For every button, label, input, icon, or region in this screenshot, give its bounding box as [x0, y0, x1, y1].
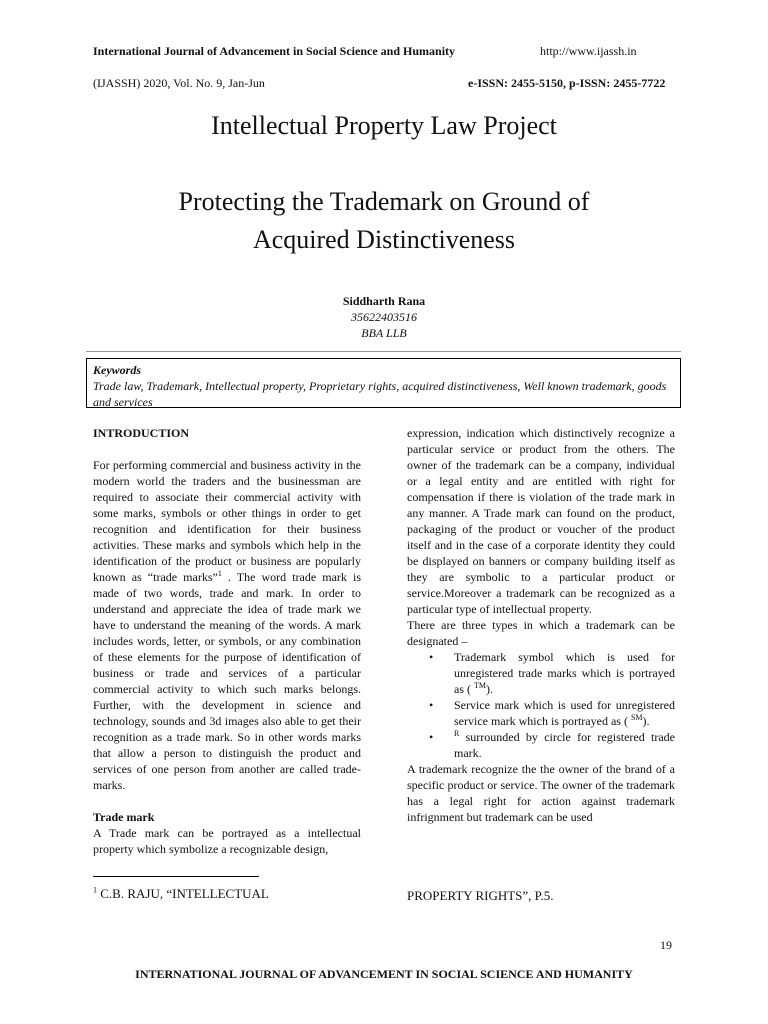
footnote-left: $^1$ C.B. RAJU, “INTELLECTUAL [93, 885, 269, 901]
author-name: Siddharth Rana [342, 294, 426, 308]
page-footer: INTERNATIONAL JOURNAL OF ADVANCEMENT IN SOCIAL SCIENCE AND HUMANITY [135, 967, 633, 981]
issn-info: e-ISSN: 2455-5150, p-ISSN: 2455-7722 [468, 76, 666, 90]
left-column [93, 425, 361, 857]
footnote-ref[interactable]: 1 [217, 569, 222, 578]
keywords-box [86, 358, 681, 408]
journal-name: International Journal of Advancement in Social Science and Humanity [93, 44, 456, 58]
author-id: 35622403516 [351, 310, 417, 324]
list-item: • Trademark symbol which is used for unregistered trade marks which is portrayed as ( ™). [407, 649, 675, 697]
paper-subtitle-line1: Protecting the Trademark on Ground of [178, 187, 590, 216]
list-item: • $^R$ surrounded by circle for registered trade mark. [407, 729, 675, 761]
page-number: 19 [660, 938, 672, 952]
keywords-text: Trade law, Trademark, Intellectual property, Proprietary rights, acquired distinctiveness, Well known trademark, goods and services [93, 379, 667, 409]
keywords-heading: Keywords [93, 363, 141, 377]
intro-heading: INTRODUCTION [93, 426, 190, 440]
intro-text-a: For performing commercial and business activity in the modern world the traders and the businessman are required to associate their commercial activity with some marks, symbols or other things in order to get recognition and identification for their business activities. These marks and symbols which help in the identification of the product or business are popularly known as “trade marks” [93, 458, 361, 584]
types-list [407, 649, 675, 761]
right-column [407, 425, 675, 825]
list-item: • Service mark which is used for unregistered service mark which is portrayed as ( ℠). [407, 697, 675, 729]
author-program: BBA LLB [361, 326, 407, 340]
paper-title: Intellectual Property Law Project [211, 111, 557, 140]
trademark-paragraph: A Trade mark can be portrayed as a intellectual property which symbolize a recognizable design, [93, 826, 361, 856]
definition-paragraph: expression, indication which distinctively recognize a particular service or product from the others. The owner of the trademark can be a company, individual or a legal entity and are entitled with right for compensation if there is violation of the trade mark in any manner. A Trade mark can found on the product, packaging of the product or voucher of the product itself and in the case of a corporate identity they could be displayed on banners or company building itself as they are symbolic to a particular product or service.Moreover a trademark can be recognized as a particular type of intellectual property. [407, 426, 675, 616]
journal-url[interactable]: http://www.ijassh.in [540, 44, 637, 58]
issue-info: (IJASSH) 2020, Vol. No. 9, Jan-Jun [93, 76, 265, 90]
types-intro: There are three types in which a trademark can be designated – [407, 618, 675, 648]
footnote-rule [93, 876, 259, 877]
owner-paragraph: A trademark recognize the the owner of the brand of a specific product or service. The owner of the trademark has a legal right for action against trademark infrignment but trademark can be used [407, 762, 675, 824]
paper-subtitle-line2: Acquired Distinctiveness [252, 225, 516, 254]
divider [86, 351, 681, 352]
trademark-heading: Trade mark [93, 810, 155, 824]
intro-paragraph [93, 457, 361, 793]
intro-text-b: . The word trade mark is made of two words, trade and mark. In order to understand and appreciate the idea of trade mark we have to understand the meaning of the words. A mark includes words, letter, or symbols, or any combination of these elements for the purpose of identification of business or trade and services of a particular commercial activity to which such marks belongs. Further, with the development in science and technology, sounds and 3d images also able to get their recognition as a trade mark. So in other words marks that allow a person to distinguish the product and services of one person from another are called trade-marks. [93, 570, 362, 792]
footnote-right: PROPERTY RIGHTS”, P.5. [407, 888, 554, 903]
